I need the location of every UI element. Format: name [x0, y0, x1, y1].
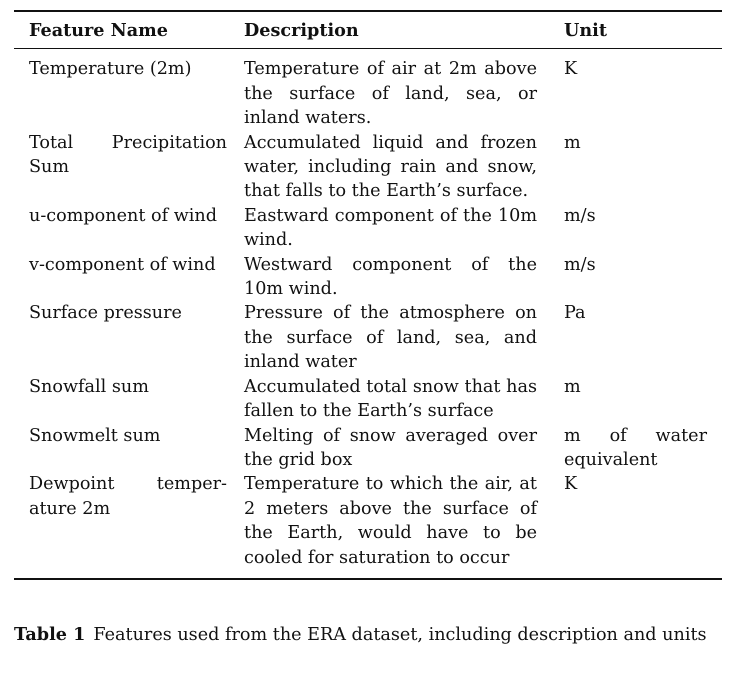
description-cell: Temperature of air at 2m above the surface of land, sea, or inland waters. [244, 59, 537, 129]
description-cell: Melting of snow averaged over the grid box [244, 425, 537, 470]
features-table-container [14, 10, 722, 580]
table-row [14, 204, 722, 253]
feature-name-cell: Snowfall sum [29, 376, 149, 397]
features-table [14, 10, 722, 580]
header-feature-name: Feature Name [29, 20, 168, 41]
feature-name-cell: Total Precipitation Sum [29, 132, 227, 178]
feature-name-cell: Snowmelt sum [29, 425, 161, 446]
feature-name-cell: Surface pressure [29, 303, 182, 324]
table-body [14, 49, 722, 579]
feature-name-cell: u-component of wind [29, 205, 217, 226]
table-row [14, 131, 722, 204]
feature-name-cell: Temperature (2m) [29, 59, 192, 80]
description-cell: Pressure of the atmosphere on the surface of land, sea, and inland water [244, 303, 537, 373]
unit-cell: m/s [564, 254, 596, 275]
unit-cell: m/s [564, 205, 596, 226]
header-row [14, 11, 722, 49]
header-unit: Unit [564, 20, 607, 41]
unit-cell: m of water equivalent [564, 425, 707, 470]
unit-cell: m [564, 132, 581, 153]
unit-cell: K [564, 59, 578, 80]
table-row [14, 472, 722, 579]
table-caption [14, 623, 722, 647]
description-cell: Accumulated total snow that has fallen to the Earth’s surface [244, 376, 537, 422]
table-row [14, 49, 722, 131]
feature-name-cell: v-component of wind [29, 254, 216, 275]
description-cell: Temperature to which the air, at 2 meters above the surface of the Earth, would have to be cooled for saturation to occur [244, 474, 537, 568]
description-cell: Eastward component of the 10m wind. [244, 205, 537, 251]
table-header [14, 11, 722, 49]
unit-cell: K [564, 474, 578, 495]
feature-name-cell: Dewpoint temperature 2m [29, 474, 227, 519]
description-cell: Westward component of the 10m wind. [244, 254, 537, 300]
caption-label: Table 1 [14, 624, 86, 645]
description-cell: Accumulated liquid and frozen water, including rain and snow, that falls to the Earth’s surface. [244, 132, 537, 202]
unit-cell: m [564, 376, 581, 397]
unit-cell: Pa [564, 303, 586, 324]
header-description: Description [244, 20, 359, 41]
caption-text: Features used from the ERA dataset, including description and units [93, 625, 707, 645]
table-row [14, 253, 722, 302]
table-row [14, 301, 722, 374]
table-row [14, 375, 722, 424]
table-row [14, 424, 722, 473]
